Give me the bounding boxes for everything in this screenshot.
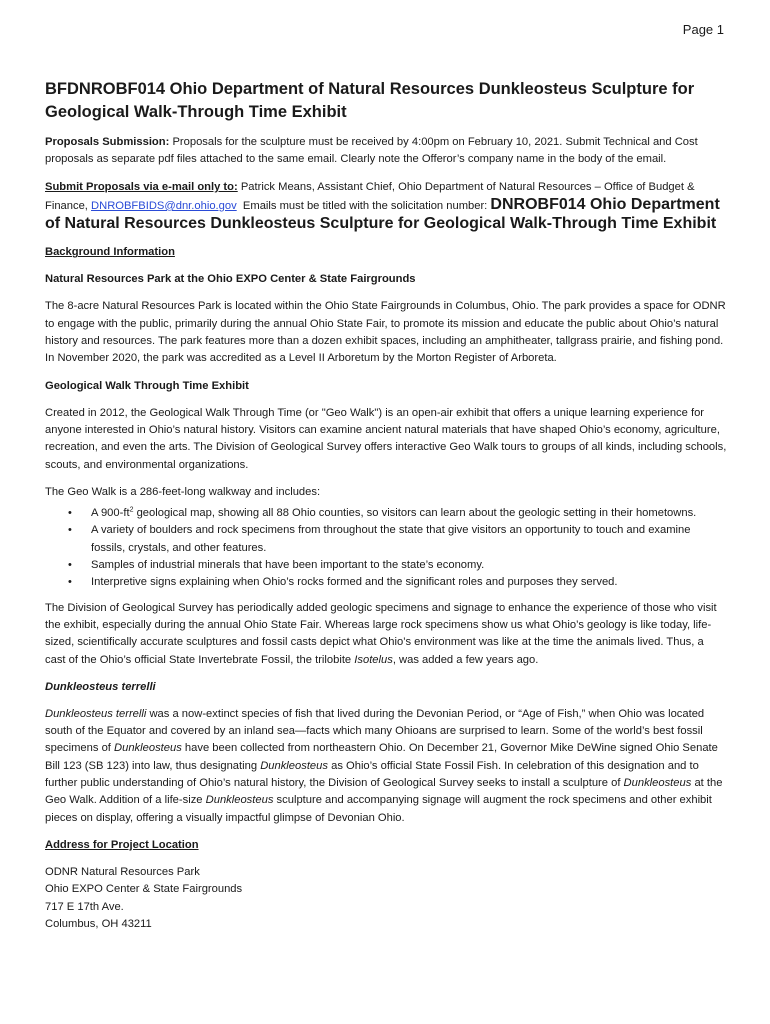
background-heading: Background Information [45,246,175,259]
title-part1: BFDNROBF014 Ohio Department of Natural Resources [45,80,475,98]
submit-text2: Emails must be titled with the solicitation number: [242,199,488,212]
page-number: Page 1 [682,22,724,37]
proposals-text: Proposals for the sculpture must be received by 4:00pm on February 10, 2021. Submit Technical and Cost proposals as separate pdf files attached to the same email. Clearly note the Offeror’s company name in the body of the email. [45,136,698,166]
dunkleosteus-paragraph: Dunkleosteus terrelli was a now-extinct species of fish that lived during the Devonian Period, or “Age of Fish,” when Ohio was located south of the Equator and covered by an inland sea—facts which many Ohioans are surprised to learn. Some of the world’s best fossil specimens of Dunkleosteus have been collected from northeastern Ohio. On December 21, Governor Mike DeWine signed Ohio Senate Bill 123 (SB 123) into law, thus designating Dunkleosteus as Ohio’s official State Fossil Fish. In celebration of this designation and to further public understanding of Ohio’s natural history, the Division of Geological Survey seeks to install a sculpture of Dunkleosteus at the Geo Walk. Addition of a life-size Dunkleosteus sculpture and accompanying signage will augment the rock specimens and other exhibit pieces on display, offering a visually impactful glimpse of Devonian Ohio. [45,707,723,824]
dunkleosteus-heading: Dunkleosteus terrelli [45,680,156,693]
geowalk-intro: The Geo Walk is a 286-feet-long walkway and includes: [45,485,321,498]
address-line: Columbus, OH 43211 [45,917,152,930]
title-part2: Dunkleosteus Sculpture for Geological Walk-Through Time Exhibit [45,80,695,121]
park-paragraph: The 8-acre Natural Resources Park is located within the Ohio State Fairgrounds in Columbus, Ohio. The park provides a space for ODNR to engage with the public, primarily during the annual Ohio State Fair, to promote its mission and educate the public about Ohio’s natural history and resources. The park features more than a dozen exhibit spaces, including an amphitheater, tallgrass prairie, and fishing pond. In November 2020, the park was accredited as a Level II Arboretum by the Morton Register of Arboreta. [45,300,726,365]
list-item: • Interpretive signs explaining when Ohio’s rocks formed and the significant roles and purposes they served. [45,574,727,591]
proposals-paragraph [45,134,727,169]
list-item: • A $900-ft^2$ geological map, showing all 88 Ohio counties, so visitors can learn about the geologic setting in their hometowns. [45,505,727,522]
document-body [45,78,727,933]
geowalk-heading: Geological Walk Through Time Exhibit [45,379,249,392]
list-item: • Samples of industrial minerals that have been important to the state’s economy. [45,557,727,574]
proposals-label: Proposals Submission: [45,136,170,148]
submit-text1: Patrick Means, Assistant Chief, Ohio Department of Natural Resources – Office of Budget & Finance, [45,180,695,212]
park-heading: Natural Resources Park at the Ohio EXPO Center & State Fairgrounds [45,273,416,286]
address-block [45,864,727,933]
address-line: Ohio EXPO Center & State Fairgrounds [45,883,243,896]
geowalk-paragraph: Created in 2012, the Geological Walk Through Time (or "Geo Walk") is an open-air exhibit that offers a unique learning experience for anyone interested in Ohio’s natural history. Visitors can examine ancient natural materials that have shaped Ohio’s economy, agriculture, recreation, and even the arts. The Division of Geological Survey offers interactive Geo Walk tours to groups of all kinds, including schools, scouts, and environmental organizations. [45,406,727,471]
address-line: 717 E 17th Ave. [45,900,124,913]
email-link[interactable]: DNROBFBIDS@dnr.ohio.gov [91,199,237,212]
list-item: • A variety of boulders and rock specimens from throughout the state that give visitors an opportunity to touch and examine fossils, crystals, and other features. [45,522,727,557]
geowalk-paragraph-2: The Division of Geological Survey has periodically added geologic specimens and signage to enhance the experience of those who visit the exhibit, especially during the annual Ohio State Fair. Whereas large rock specimens show us what Ohio’s geology is like today, life-sized, scientifically accurate sculptures and fossil casts depict what Ohio’s environment was like at the time the animals lived. Thus, a cast of the Ohio’s official State Invertebrate Fossil, the trilobite Isotelus, was added a few years ago. [45,601,717,666]
document-title [45,78,727,124]
submit-label: Submit Proposals via e-mail only to: [45,180,238,193]
submit-paragraph [45,179,727,235]
address-heading: Address for Project Location [45,838,199,851]
geowalk-list [45,505,727,591]
solicitation-number: DNROBF014 Ohio Department of Natural Resources Dunkleosteus Sculpture for Geological Walk-Through Time Exhibit [45,195,720,233]
address-line: ODNR Natural Resources Park [45,865,200,878]
